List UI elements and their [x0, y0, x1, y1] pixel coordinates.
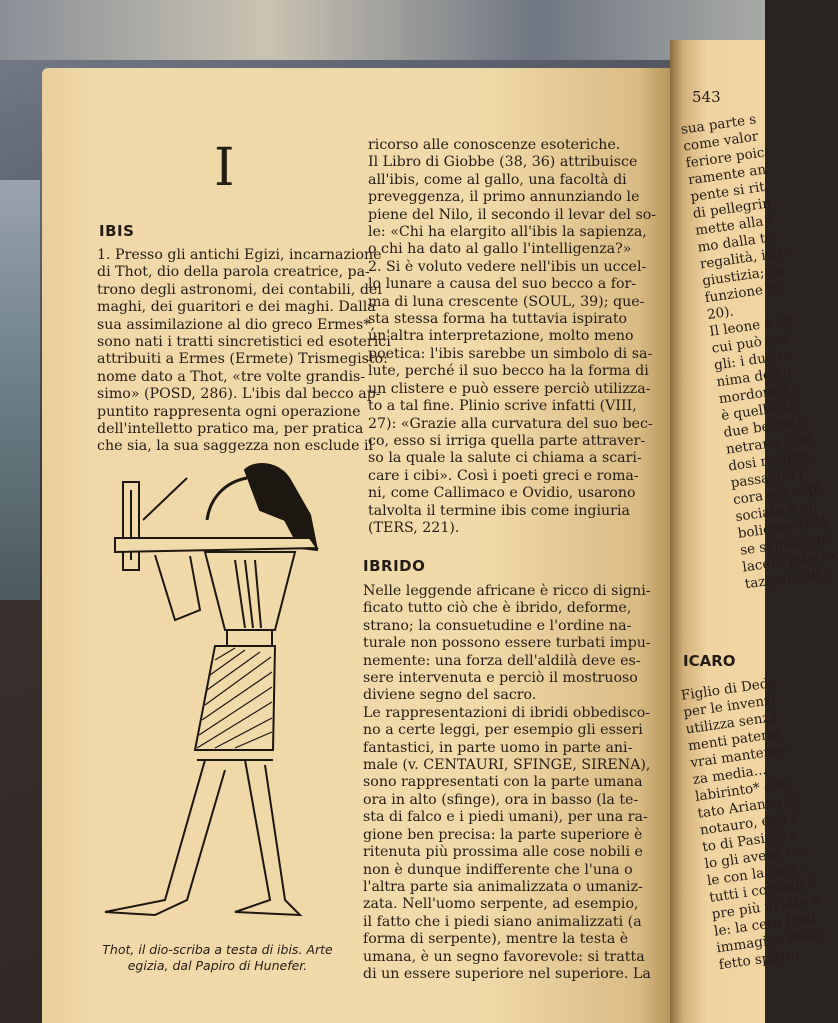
page-number: 543 — [692, 88, 721, 106]
illustration-caption: Thot, il dio-scriba a testa di ibis. Arte egizia, dal Papiro di Hunefer. — [102, 942, 333, 973]
icaro-heading: ICARO — [683, 652, 736, 670]
thoth-illustration — [95, 460, 335, 935]
ibis-text-col2: ricorso alle conoscenze esoteriche. Il Libro di Giobbe (38, 36) attribuisce all'ibis, come al gallo, una facoltà di preveggenza, il primo annunziando le piene del Nilo, il secondo il levar del so- le: «Chi ha elargito all'ibis la sapienza, o chi ha dato al gallo l'intelligenza?» 2. Si è voluto vedere nell'ibis un uccel- lo lunare a causa del suo becco a for- ma di luna crescente (SOUL, 39); que- sta stessa forma ha tuttavia ispirato un'altra interpretazione, molto meno poetica: l'ibis sarebbe un simbolo di sa- lute, perché il suo becco ha la forma di un clistere e può essere perciò utilizza- to a tal fine. Plinio scrive infatti (VIII, 27): «Grazie alla curvatura del suo bec- co, esso si irriga quella parte attraver- so la quale la salute ci chiama a scari- care i cibi». Così i poeti greci e roma- ni, come Callimaco e Ovidio, usarono talvolta il termine ibis come ingiuria (TERS, 221). — [368, 137, 657, 536]
ibis-text-col1: 1. Presso gli antichi Egizi, incarnazione di Thot, dio della parola creatrice, pa- trono degli astronomi, dei contabili, dei maghi, dei guaritori e dei maghi. Dalla sua assimilazione al dio greco Ermes*, sono nati i tratti sincretistici ed esoterici attribuiti a Ermes (Ermete) Trismegisto: nome dato a Thot, «tre volte grandis- simo» (POSD, 286). L'ibis dal becco ap- puntito rappresenta ogni operazione dell'intelletto pratico ma, per pratica che sia, la sua saggezza non esclude il — [97, 247, 391, 455]
section-letter: I — [214, 138, 235, 198]
right-page-text-top: sua parte s come valor feriore poic ramente an pente si rit di pellegrin mette alla f mo dalla te regalità, in c giustizia; l'u funzione in 20). Il leone è sp cui può ave gli: i due ra nima dell'u mordono l'u è quella del due bestie c netrano, che dosi recipro passando l' cora più espl sociato a qu boliche» (CH se significanc lacera interio tazioni e le a — [680, 111, 835, 593]
ibis-heading: IBIS — [99, 222, 135, 240]
ibrido-heading: IBRIDO — [363, 557, 426, 575]
cloth-left — [0, 180, 40, 600]
right-page-text-bottom: Figlio di Deda per le invenzi utilizza senza menti paterni vrai mantener za media... labirinto* con tato Arianna e notauro, egli r to di Pasifae e lo gli aveva co le con la cera. tutti i consigli d pre più in alto e le: la cera fond immagine dello fetto spirito — [680, 674, 823, 974]
cloth-top — [0, 0, 765, 60]
ibrido-text: Nelle leggende africane è ricco di signi- ficato tutto ciò che è ibrido, deforme, strano; la consuetudine e l'ordine na- turale non possono essere turbati impu- nemente: una forza dell'aldilà deve es- sere intervenuta e perciò il mostruoso diviene segno del sacro. Le rappresentazioni di ibridi obbedisco- no a certe leggi, per esempio gli esseri fantastici, in parte uomo in parte ani- male (v. CENTAURI, SFINGE, SIRENA), sono rappresentati con la parte umana ora in alto (sfinge), ora in basso (la te- sta di falco e i piedi umani), per una ra- gione ben precisa: la parte superiore è ritenuta più prossima alle cose nobili e non è dunque indifferente che l'una o l'altra parte sia animalizzata o umaniz- zata. Nell'uomo serpente, ad esempio, il fatto che i piedi siano animalizzati (a forma di serpente), mentre la testa è umana, è un segno favorevole: si tratta di un essere superiore nel superiore. La — [363, 583, 651, 982]
